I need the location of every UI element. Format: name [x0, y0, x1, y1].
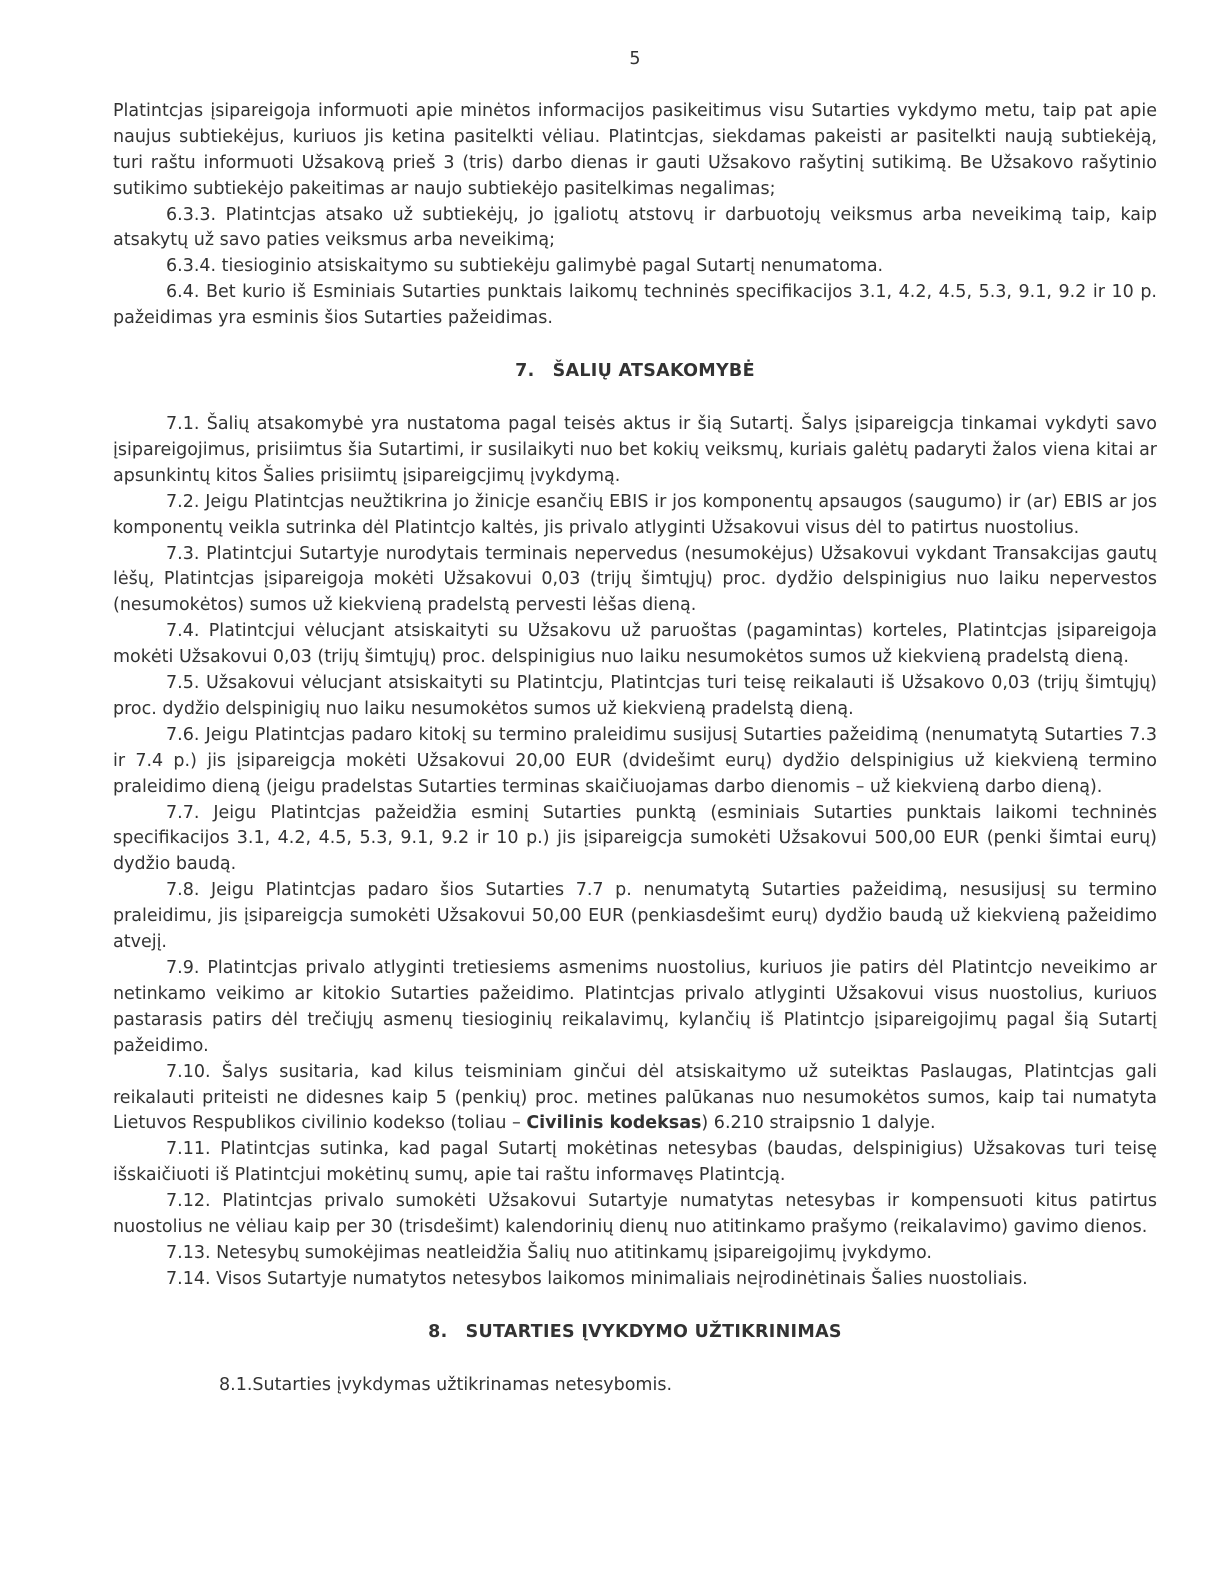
paragraph-7-8: 7.8. Jeigu Platintcjas padaro šios Sutarties 7.7 p. nenumatytą Sutarties pažeidimą, nesusijusį su termino praleidimu, jis įsipareigcja sumokėti Užsakovui 50,00 EUR (penkiasdešimt eurų) dydžio baudą už kiekvieną pažeidimo atvejį. [113, 880, 1157, 953]
paragraph-7-11: 7.11. Platintcjas sutinka, kad pagal Sutartį mokėtinas netesybas (baudas, delspinigius) Užsakovas turi teisę išskaičiuoti iš Platintcjui mokėtinų sumų, apie tai raštu informavęs Platintcją. [113, 1139, 1157, 1186]
paragraph-8-1 [113, 1373, 1157, 1399]
paragraph-7-6: 7.6. Jeigu Platintcjas padaro kitokį su termino praleidimu susijusį Sutarties pažeidimą (nenumatytą Sutarties 7.3 ir 7.4 p.) jis įsipareigcja mokėti Užsakovui 20,00 EUR (dvidešimt eurų) dydžio delspinigius už kiekvieną termino praleidimo dieną (jeigu pradelstas Sutarties terminas skaičiuojamas darbo dienomis – už kiekvieną darbo dieną). [113, 724, 1157, 797]
paragraph-8-1-number: 8.1. [219, 1374, 253, 1395]
paragraph-7-5: 7.5. Užsakovui vėlucjant atsiskaityti su Platintcju, Platintcjas turi teisę reikalauti iš Užsakovo 0,03 (trijų šimtųjų) proc. dydžio delspinigių nuo laiku nesumokėtos sumos už kiekvieną pradelstą dieną. [113, 673, 1157, 719]
section-7-heading [113, 359, 1157, 385]
section-8-heading-title: SUTARTIES ĮVYKDYMO UŽTIKRINIMAS [465, 1321, 842, 1342]
paragraph-7-2: 7.2. Jeigu Platintcjas neužtikrina jo žinicje esančių EBIS ir jos komponentų apsaugos (saugumo) ir (ar) EBIS ar jos komponentų veikla sutrinka dėl Platintcjo kaltės, jis privalo atlyginti Užsakovui visus dėl to patirtus nuostolius. [113, 491, 1157, 538]
section-8-heading-number: 8. [428, 1321, 448, 1342]
paragraph-7-13: 7.13. Netesybų sumokėjimas neatleidžia Šalių nuo atitinkamų įsipareigojimų įvykdymo. [166, 1242, 932, 1263]
section-7-heading-title: ŠALIŲ ATSAKOMYBĖ [552, 361, 755, 382]
page-number: 5 [629, 49, 641, 69]
paragraph-7-3: 7.3. Platintcjui Sutartyje nurodytais terminais nepervedus (nesumokėjus) Užsakovui vykdant Transakcijas gautų lėšų, Platintcjas įsipareigoja mokėti Užsakovui 0,03 (trijų šimtųjų) proc. dydžio delspinigius nuo laiku nepervestos (nesumokėtos) sumos už kiekvieną pradelstą pervesti lėšas dieną. [113, 543, 1157, 616]
paragraph-7-10 [113, 1060, 1157, 1138]
paragraph-8-1-text: Sutarties įvykdymas užtikrinamas netesybomis. [252, 1374, 673, 1395]
paragraph-7-7: 7.7. Jeigu Platintcjas pažeidžia esminį Sutarties punktą (esminiais Sutarties punktais laikomi techninės specifikacijos 3.1, 4.2, 4.5, 5.3, 9.1, 9.2 ir 10 p.) jis įsipareigcja sumokėti Užsakovui 500,00 EUR (penki šimtai eurų) dydžio baudą. [113, 802, 1157, 875]
paragraph-7-9: 7.9. Platintcjas privalo atlyginti tretiesiems asmenims nuostolius, kuriuos jie patirs dėl Platintcjo neveikimo ar netinkamo veikimo ar kitokio Sutarties pažeidimo. Platintcjas privalo atlyginti Užsakovui visus nuostolius, kuriuos pastarasis patirs dėl trečiųjų asmenų tiesioginių reikalavimų, kylančių iš Platintcjo įsipareigojimų pagal šią Sutartį pažeidimo. [113, 958, 1157, 1056]
paragraph-6-3-2-continuation: Platintcjas įsipareigoja informuoti apie minėtos informacijos pasikeitimus visu Sutarties vykdymo metu, taip pat apie naujus subtiekėjus, kuriuos jis ketina pasitelkti vėliau. Platintcjas, siekdamas pakeisti ar pasitelkti naują subtiekėją, turi raštu informuoti Užsakovą prieš 3 (tris) darbo dienas ir gauti Užsakovo rašytinį sutikimą. Be Užsakovo rašytinio sutikimo subtiekėjo pakeitimas ar naujo subtiekėjo pasitelkimas negalimas; [113, 100, 1157, 199]
section-8-heading [113, 1320, 1157, 1346]
paragraph-6-3-3: 6.3.3. Platintcjas atsako už subtiekėjų, jo įgaliotų atstovų ir darbuotojų veiksmus arba neveikimą taip, kaip atsakytų už savo paties veiksmus arba neveikimą; [113, 204, 1157, 251]
paragraph-6-4: 6.4. Bet kurio iš Esminiais Sutarties punktais laikomų techninės specifikacijos 3.1, 4.2, 4.5, 5.3, 9.1, 9.2 ir 10 p. pažeidimas yra esminis šios Sutarties pažeidimas. [113, 282, 1157, 329]
paragraph-6-3-4: 6.3.4. tiesioginio atsiskaitymo su subtiekėju galimybė pagal Sutartį nenumatoma. [166, 256, 884, 277]
paragraph-7-14: 7.14. Visos Sutartyje numatytos netesybos laikomos minimaliais neįrodinėtinais Šalies nuostoliais. [166, 1268, 1028, 1289]
section-7-heading-number: 7. [515, 361, 535, 382]
paragraph-7-10-bold-term: Civilinis kodeksas [526, 1113, 702, 1134]
paragraph-7-10-text-end: ) 6.210 straipsnio 1 dalyje. [701, 1113, 936, 1134]
paragraph-7-4: 7.4. Platintcjui vėlucjant atsiskaityti su Užsakovu už paruoštas (pagamintas) korteles, Platintcjas įsipareigoja mokėti Užsakovui 0,03 (trijų šimtųjų) proc. delspinigius nuo laiku nesumokėtos sumos už kiekvieną pradelstą dieną. [113, 621, 1157, 668]
paragraph-7-10-text: 7.10. Šalys susitaria, kad kilus teisminiam ginčui dėl atsiskaitymo už suteiktas Paslaugas, Platintcjas gali reikalauti priteisti ne didesnes kaip 5 (penkių) proc. metines palūkanas nuo nesumokėtos sumos, kaip tai numatyta Lietuvos Respublikos civilinio kodekso (toliau – [113, 1061, 1157, 1134]
paragraph-7-1: 7.1. Šalių atsakomybė yra nustatoma pagal teisės aktus ir šią Sutartį. Šalys įsipareigcja tinkamai vykdyti savo įsipareigojimus, prisiimtus šia Sutartimi, ir susilaikyti nuo bet kokių veiksmų, kuriais galėtų padaryti žalos viena kitai ar apsunkintų kitos Šalies prisiimtų įsipareigcjimų įvykdymą. [113, 413, 1157, 486]
paragraph-7-12: 7.12. Platintcjas privalo sumokėti Užsakovui Sutartyje numatytas netesybas ir kompensuoti kitus patirtus nuostolius ne vėliau kaip per 30 (trisdešimt) kalendorinių dienų nuo atitinkamo prašymo (reikalavimo) gavimo dienos. [113, 1191, 1157, 1238]
